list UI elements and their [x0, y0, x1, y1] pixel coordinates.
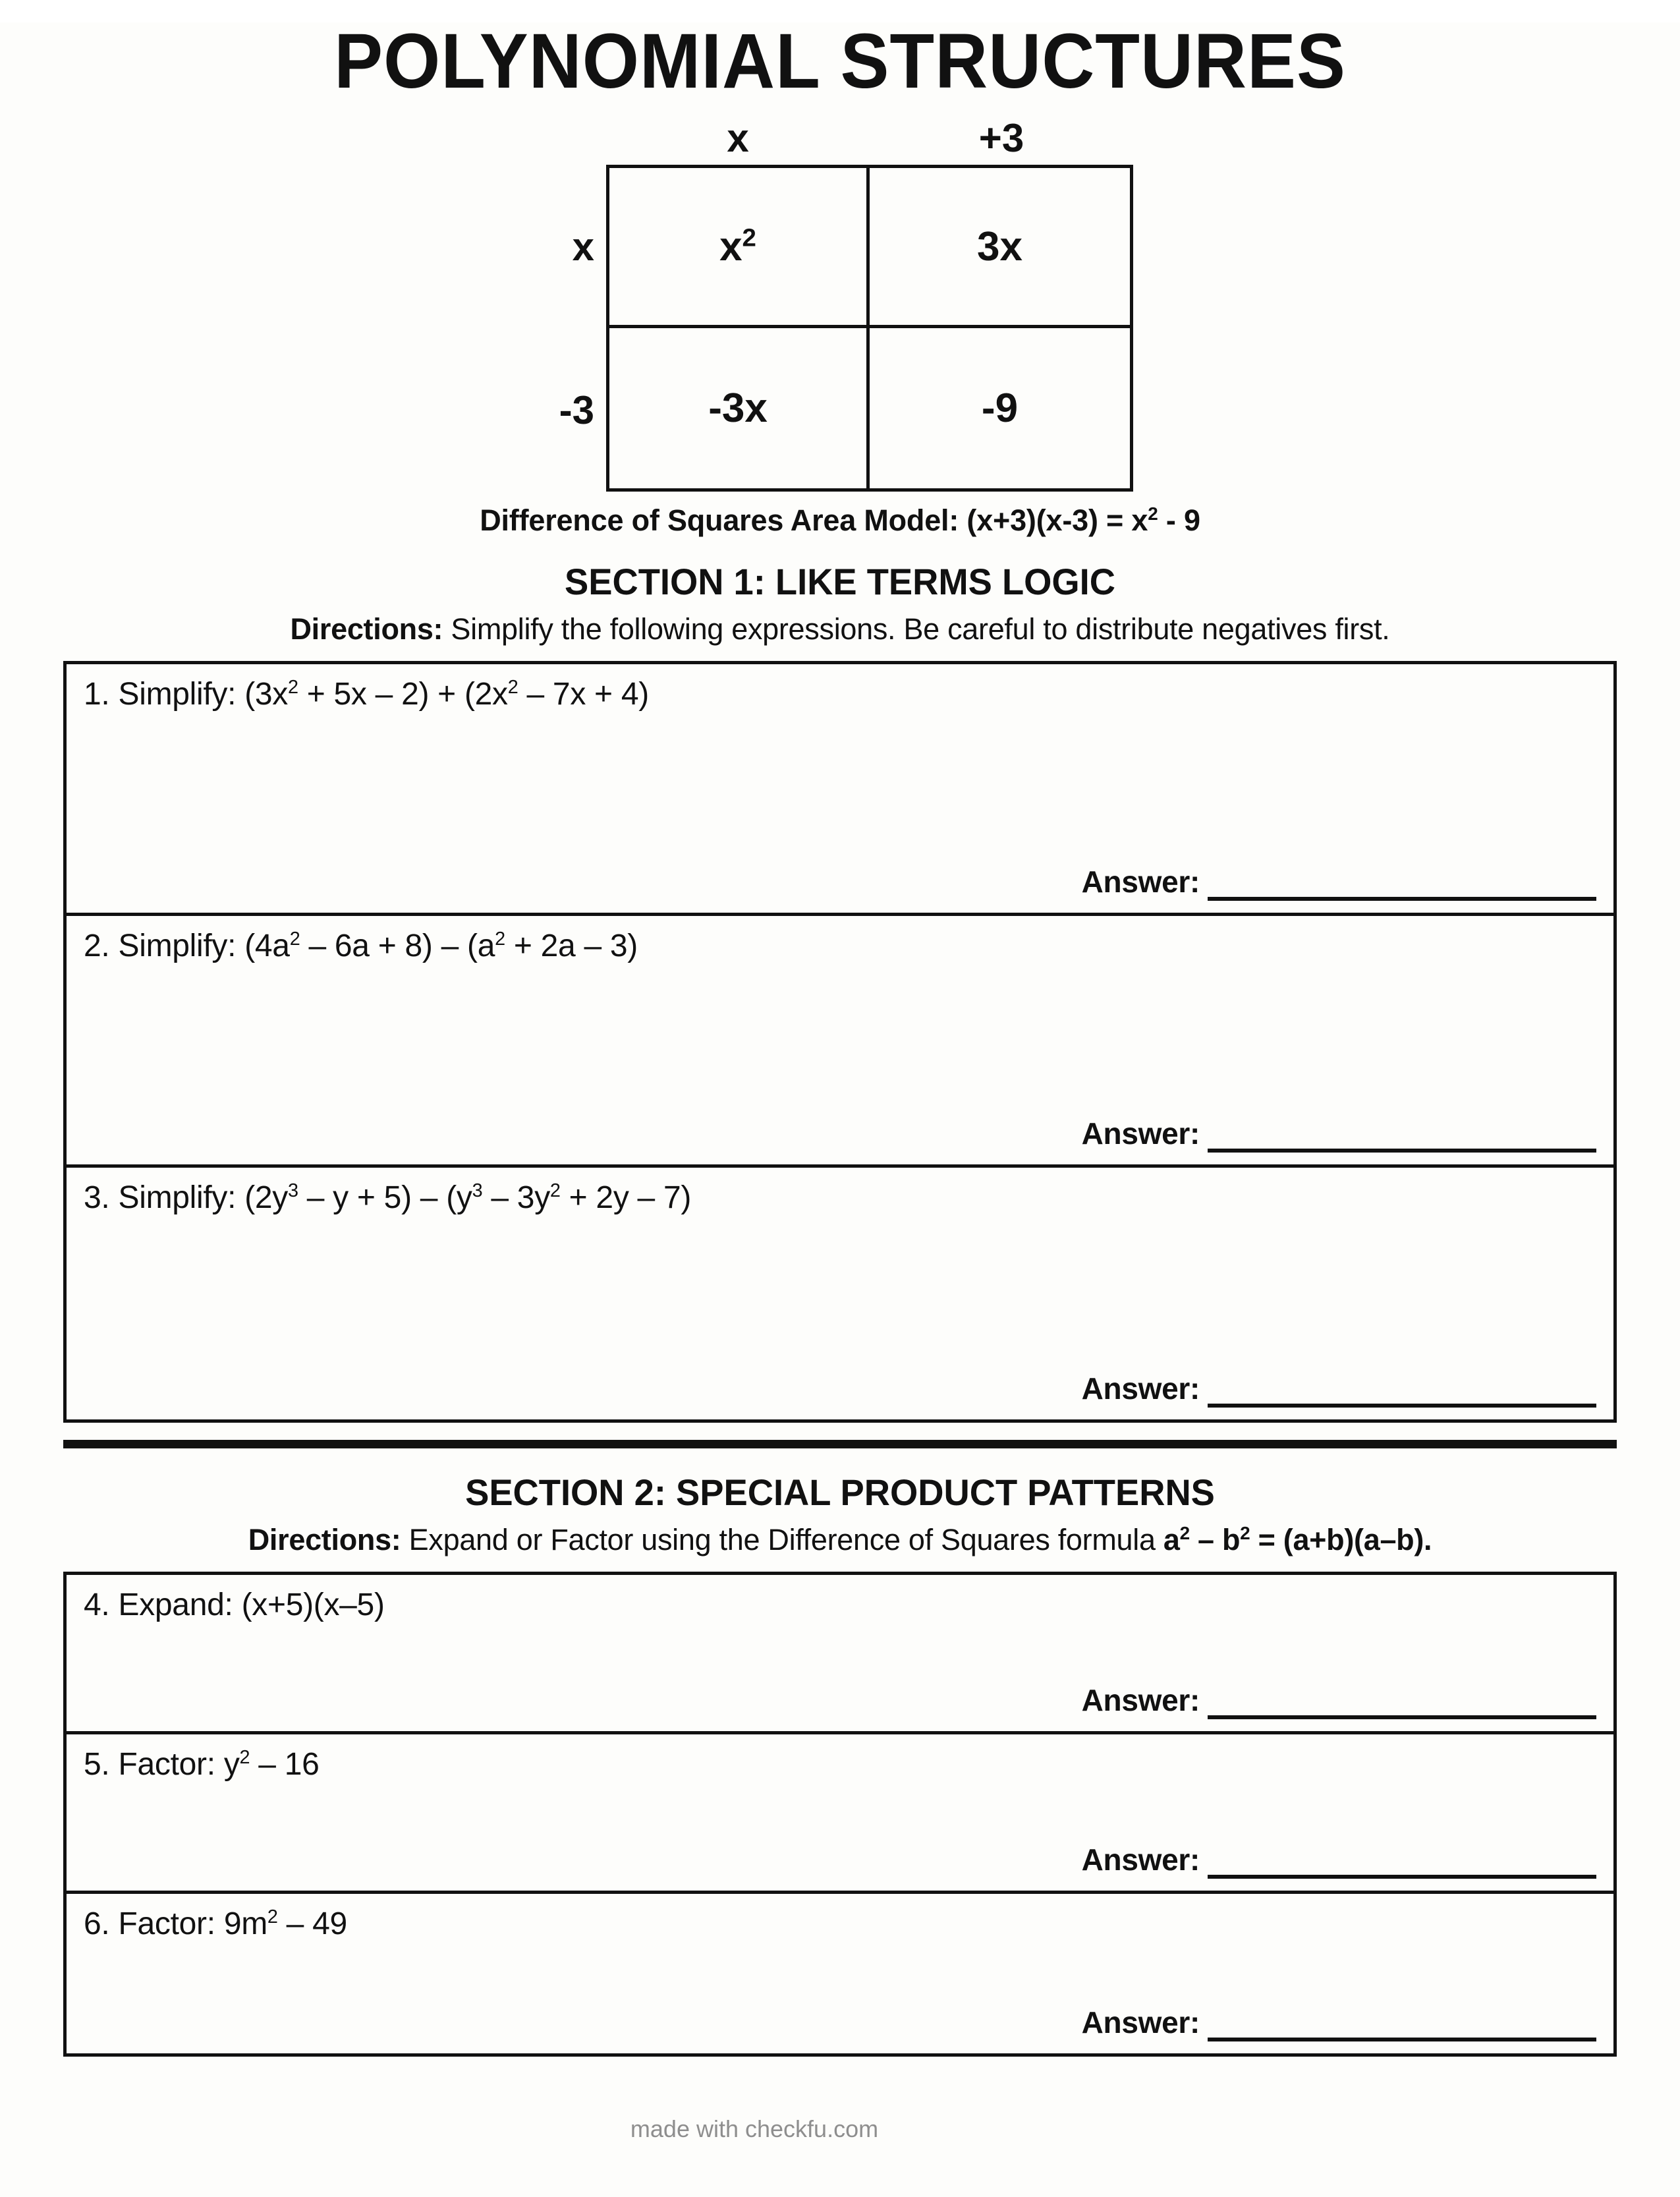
section-2-directions-formula: $a^2 - b^2 = (a+b)(a-b)$. [1163, 1523, 1432, 1556]
area-model-cell-r1c2-text: 3x [977, 223, 1022, 270]
question-row-5 [67, 1734, 1613, 1894]
area-model-figure [63, 115, 1617, 492]
question-1-text [84, 676, 1596, 712]
area-model-col-header-2: +3 [978, 116, 1024, 160]
area-model-cell-r1c2 [866, 165, 1133, 328]
question-row-6 [67, 1894, 1613, 2053]
question-4-number: 4. [84, 1587, 110, 1622]
question-6-text [84, 1906, 1596, 1942]
area-model-cell-r1c1 [606, 165, 870, 328]
section-2-heading: SECTION 2: SPECIAL PRODUCT PATTERNS [465, 1471, 1215, 1513]
section-1-directions-text: Simplify the following expressions. Be careful to distribute negatives first. [443, 612, 1390, 646]
question-1-answer-line [1082, 864, 1596, 901]
section-1-directions-label: Directions: [290, 612, 443, 646]
question-3-answer-line [1082, 1371, 1596, 1408]
page-title: POLYNOMIAL STRUCTURES [334, 18, 1346, 105]
worksheet-page [0, 18, 1680, 2197]
question-4-expression: (x+5)(x–5) [241, 1587, 385, 1622]
section-2-directions [63, 1523, 1617, 1557]
area-model-grid [547, 115, 1133, 492]
section-2-directions-text: Expand or Factor using the Difference of Squares formula [401, 1523, 1163, 1556]
question-2-expression: $(4a^2 - 6a + 8) - (a^2 + 2a - 3)$ [244, 928, 638, 963]
question-2-prompt: Simplify: [118, 928, 237, 963]
area-model-col-header-1: x [727, 116, 749, 160]
question-1-answer-input[interactable] [1208, 868, 1596, 901]
question-6-number: 6. [84, 1906, 110, 1941]
question-3-answer-input[interactable] [1208, 1375, 1596, 1408]
question-row-3 [67, 1168, 1613, 1419]
question-row-2 [67, 916, 1613, 1168]
question-4-answer-input[interactable] [1208, 1686, 1596, 1719]
section-1-heading: SECTION 1: LIKE TERMS LOGIC [565, 561, 1115, 602]
question-2-answer-label: Answer: [1081, 1116, 1200, 1151]
section-1-question-box [63, 661, 1617, 1423]
question-4-prompt: Expand: [118, 1587, 233, 1622]
question-2-answer-input[interactable] [1208, 1120, 1596, 1153]
area-model-cell-r2c2 [866, 325, 1133, 492]
question-5-answer-label: Answer: [1081, 1842, 1200, 1877]
question-4-answer-line [1082, 1682, 1596, 1719]
question-6-answer-line [1082, 2005, 1596, 2041]
section-2-question-box [63, 1572, 1617, 2057]
area-model-corner-spacer [547, 115, 606, 165]
question-6-prompt: Factor: [118, 1906, 215, 1941]
question-1-prompt: Simplify: [118, 677, 237, 712]
question-6-expression: $9m^2 - 49$ [223, 1906, 347, 1941]
question-6-answer-label: Answer: [1081, 2005, 1200, 2040]
area-model-cell-r2c1 [606, 325, 870, 492]
area-model-row-header-2: -3 [559, 387, 594, 432]
question-1-answer-label: Answer: [1081, 865, 1200, 899]
question-5-prompt: Factor: [118, 1747, 215, 1782]
question-5-answer-line [1082, 1842, 1596, 1879]
area-model-caption: Difference of Squares Area Model: $(x+3)(x-3) = x^2 - 9$ [480, 503, 1200, 537]
section-1-directions [63, 612, 1617, 646]
section-divider [63, 1440, 1617, 1448]
area-model-cell-r2c1-text: -3x [708, 385, 768, 431]
question-5-text [84, 1746, 1596, 1783]
question-5-answer-input[interactable] [1208, 1846, 1596, 1879]
question-2-text [84, 928, 1596, 964]
question-3-answer-label: Answer: [1081, 1371, 1200, 1406]
question-5-expression: $y^2 - 16$ [223, 1747, 320, 1782]
question-row-4 [67, 1575, 1613, 1734]
question-4-text [84, 1587, 1596, 1623]
area-model-cell-r2c2-text: -9 [981, 385, 1019, 431]
area-model-cell-r1c1-text: $x^2$ [719, 223, 756, 270]
question-2-answer-line [1082, 1116, 1596, 1153]
question-5-number: 5. [84, 1747, 110, 1782]
area-model-row-header-1: x [572, 224, 594, 269]
footer-watermark: made with checkfu.com [630, 2115, 879, 2142]
question-1-expression: $(3x^2 + 5x - 2) + (2x^2 - 7x + 4)$ [244, 677, 649, 712]
question-3-prompt: Simplify: [118, 1180, 237, 1215]
question-2-number: 2. [84, 928, 110, 963]
question-4-answer-label: Answer: [1081, 1683, 1200, 1717]
section-2-directions-label: Directions: [248, 1523, 401, 1556]
question-1-number: 1. [84, 677, 110, 712]
question-row-1 [67, 664, 1613, 916]
question-6-answer-input[interactable] [1208, 2009, 1596, 2041]
question-3-text [84, 1180, 1596, 1216]
question-3-expression: $(2y^3 - y + 5) - (y^3 - 3y^2 + 2y - 7)$ [244, 1180, 692, 1215]
question-3-number: 3. [84, 1180, 110, 1215]
